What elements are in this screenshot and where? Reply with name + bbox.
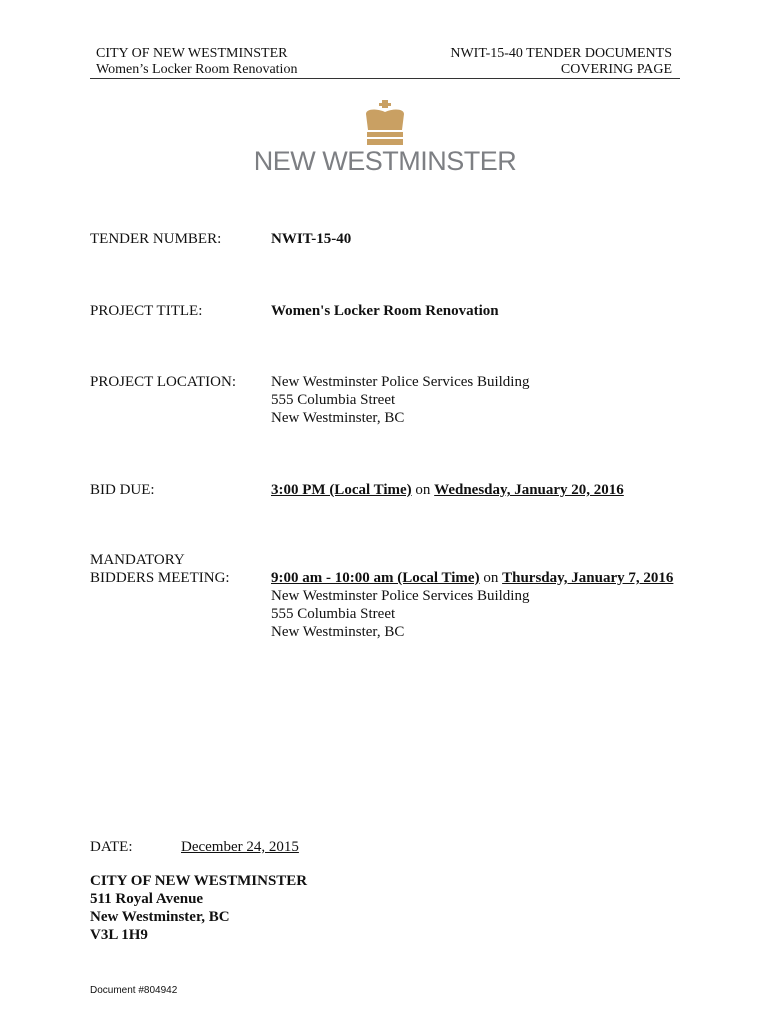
bid-due-label: BID DUE: — [90, 482, 155, 498]
address-line: V3L 1H9 — [90, 927, 148, 943]
crown-logo-icon — [362, 100, 408, 146]
meeting-time: 9:00 am - 10:00 am (Local Time) — [271, 570, 480, 586]
header-project: Women’s Locker Room Renovation — [96, 62, 298, 77]
bid-due-date: Wednesday, January 20, 2016 — [434, 482, 624, 498]
bid-due-time: 3:00 PM (Local Time) — [271, 482, 412, 498]
meeting-location-line: New Westminster, BC — [271, 624, 405, 640]
bid-due-value — [271, 481, 624, 499]
header-doc-id: NWIT-15-40 TENDER DOCUMENTS — [450, 46, 672, 61]
location-line: 555 Columbia Street — [271, 392, 396, 408]
date-label: DATE: — [90, 839, 133, 855]
bidders-meeting-label-line: BIDDERS MEETING: — [90, 570, 230, 586]
date-value: December 24, 2015 — [181, 839, 299, 855]
header-divider — [90, 78, 680, 79]
city-logo-wordmark: NEW WESTMINSTER — [253, 146, 517, 176]
location-line: New Westminster Police Services Building — [271, 374, 530, 390]
meeting-date: Thursday, January 7, 2016 — [502, 570, 674, 586]
bidders-meeting-when — [271, 569, 673, 587]
header-page-name: COVERING PAGE — [560, 62, 672, 77]
project-location-label: PROJECT LOCATION: — [90, 374, 236, 390]
address-line: CITY OF NEW WESTMINSTER — [90, 873, 308, 889]
project-title-label: PROJECT TITLE: — [90, 303, 203, 319]
location-line: New Westminster, BC — [271, 410, 405, 426]
meeting-location-line: 555 Columbia Street — [271, 606, 396, 622]
project-title-value: Women's Locker Room Renovation — [271, 303, 499, 319]
meeting-location-line: New Westminster Police Services Building — [271, 588, 530, 604]
header-right — [450, 46, 672, 78]
meeting-connector: on — [479, 570, 503, 586]
tender-number-label: TENDER NUMBER: — [90, 231, 222, 247]
tender-number-value: NWIT-15-40 — [271, 231, 352, 247]
issuer-address — [90, 872, 307, 944]
bidders-meeting-label-line: MANDATORY — [90, 552, 185, 568]
header-org: CITY OF NEW WESTMINSTER — [96, 46, 288, 61]
project-location-value — [271, 373, 529, 427]
bidders-meeting-label — [90, 551, 230, 587]
address-line: 511 Royal Avenue — [90, 891, 204, 907]
bid-due-connector: on — [411, 482, 435, 498]
address-line: New Westminster, BC — [90, 909, 230, 925]
document-number: Document #804942 — [90, 985, 178, 996]
header-left — [96, 46, 297, 78]
bidders-meeting-value — [271, 569, 673, 641]
